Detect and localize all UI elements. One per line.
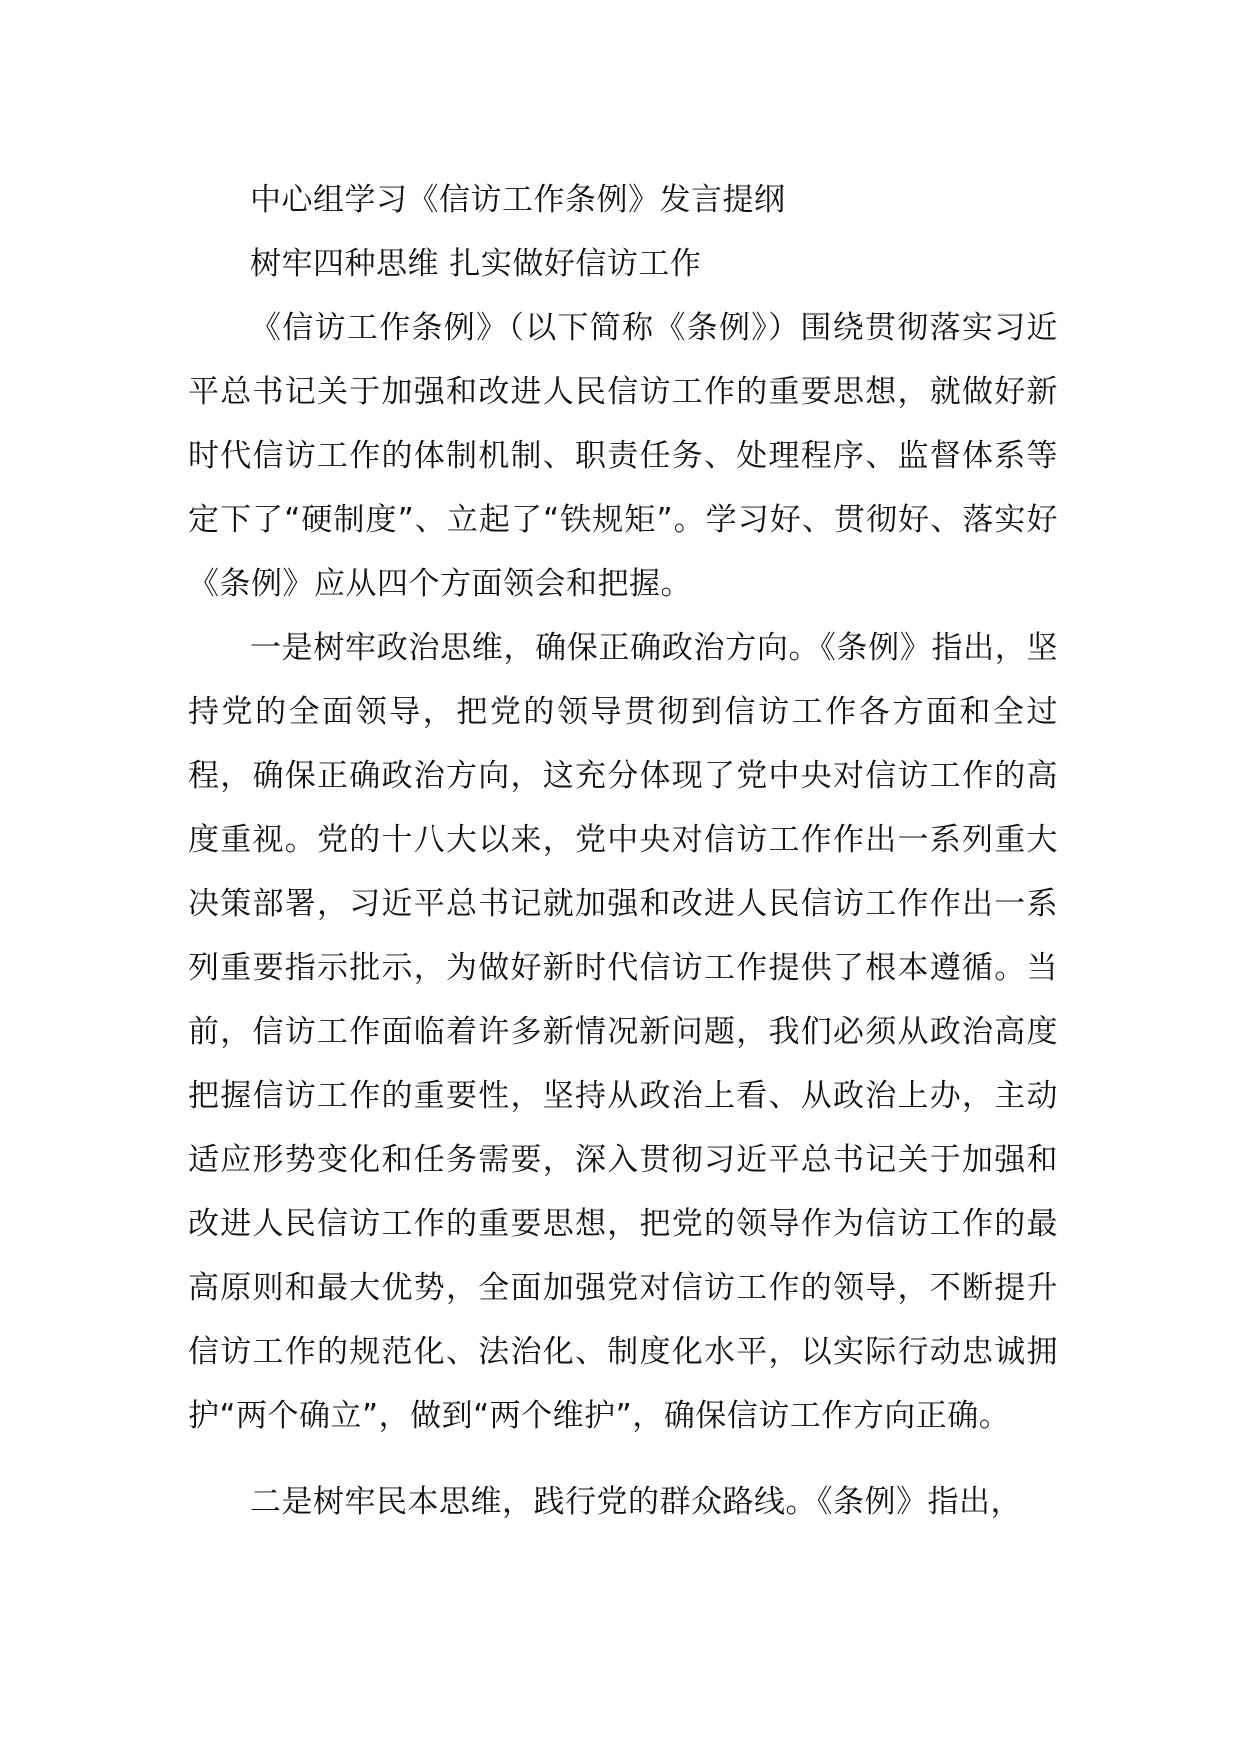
people-oriented-paragraph: 二是树牢民本思维，践行党的群众路线。《条例》指出， bbox=[250, 1484, 1022, 1520]
document-body bbox=[188, 168, 1058, 1534]
political-thinking-paragraph: 一是树牢政治思维，确保正确政治方向。《条例》指出，坚持党的全面领导，把党的领导贯彻到信访工作各方面和全过程，确保正确政治方向，这充分体现了党中央对信访工作的高度重视。党的十八大以来，党中央对信访工作作出一系列重大决策部署，习近平总书记就加强和改进人民信访工作作出一系列重要指示批示，为做好新时代信访工作提供了根本遵循。当前，信访工作面临着许多新情况新问题，我们必须从政治高度把握信访工作的重要性，坚持从政治上看、从政治上办，主动适应形势变化和任务需要，深入贯彻习近平总书记关于加强和改进人民信访工作的重要思想，把党的领导作为信访工作的最高原则和最大优势，全面加强党对信访工作的领导，不断提升信访工作的规范化、法治化、制度化水平，以实际行动忠诚拥护“两个确立”，做到“两个维护”，确保信访工作方向正确。 bbox=[188, 630, 1058, 1434]
document-heading: 中心组学习《信访工作条例》发言提纲 bbox=[250, 182, 786, 218]
document-subheading: 树牢四种思维 扎实做好信访工作 bbox=[250, 246, 702, 282]
intro-paragraph: 《信访工作条例》（以下简称《条例》）围绕贯彻落实习近平总书记关于加强和改进人民信访工作的重要思想，就做好新时代信访工作的体制机制、职责任务、处理程序、监督体系等定下了“硬制度”、立起了“铁规矩”。学习好、贯彻好、落实好《条例》应从四个方面领会和把握。 bbox=[188, 310, 1058, 602]
